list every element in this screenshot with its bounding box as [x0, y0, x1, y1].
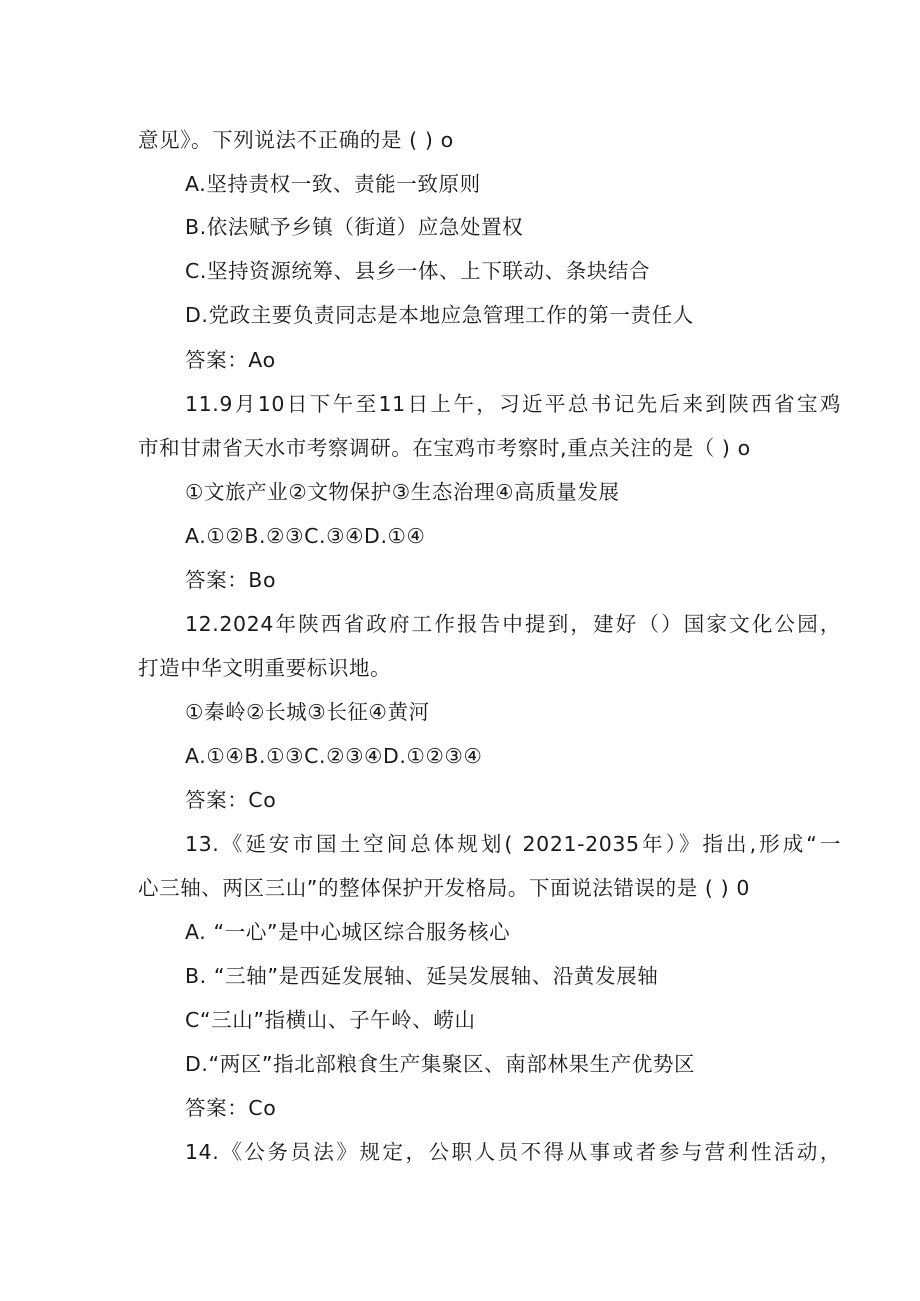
question-11-options: A.①②B.②③C.③④D.①④ [185, 524, 426, 548]
option-10-a: A.坚持责权一致、责能一致原则 [185, 172, 481, 196]
question-12-stem-line-1: 12.2024年陕西省政府工作报告中提到，建好（）国家文化公园， [185, 612, 841, 636]
option-13-b: B. “三轴”是西延发展轴、延吴发展轴、沿黄发展轴 [185, 964, 659, 988]
question-11-stem-line-2: 市和甘肃省天水市考察调研。在宝鸡市考察时,重点关注的是（ ) o [138, 436, 751, 460]
option-10-d: D.党政主要负责同志是本地应急管理工作的第一责任人 [185, 303, 694, 327]
question-11-stem-line-1: 11.9月10日下午至11日上午，习近平总书记先后来到陕西省宝鸡 [185, 392, 841, 416]
answer-12: 答案：Co [185, 788, 277, 812]
question-12-items: ①秦岭②长城③长征④黄河 [185, 700, 430, 724]
question-10-stem-tail: 意见》。下列说法不正确的是 ( ) o [138, 128, 454, 152]
answer-13: 答案：Co [185, 1096, 277, 1120]
option-13-c: C“三山”指横山、子午岭、崂山 [185, 1008, 476, 1032]
question-11-items: ①文旅产业②文物保护③生态治理④高质量发展 [185, 480, 620, 504]
option-13-d: D.“两区”指北部粮食生产集聚区、南部林果生产优势区 [185, 1052, 696, 1076]
answer-10: 答案：Ao [185, 348, 276, 372]
question-14-stem-line-1: 14.《公务员法》规定，公职人员不得从事或者参与营利性活动， [185, 1140, 841, 1164]
option-10-c: C.坚持资源统筹、县乡一体、上下联动、条块结合 [185, 259, 651, 283]
answer-11: 答案：Bo [185, 568, 277, 592]
question-13-stem-line-2: 心三轴、两区三山”的整体保护开发格局。下面说法错误的是 ( ) 0 [138, 876, 751, 900]
option-10-b: B.依法赋予乡镇（街道）应急处置权 [185, 215, 524, 239]
question-12-options: A.①④B.①③C.②③④D.①②③④ [185, 744, 483, 768]
option-13-a: A. “一心”是中心城区综合服务核心 [185, 920, 511, 944]
question-13-stem-line-1: 13.《延安市国土空间总体规划( 2021-2035年）》指出,形成“一 [185, 832, 841, 856]
question-12-stem-line-2: 打造中华文明重要标识地。 [138, 656, 392, 680]
